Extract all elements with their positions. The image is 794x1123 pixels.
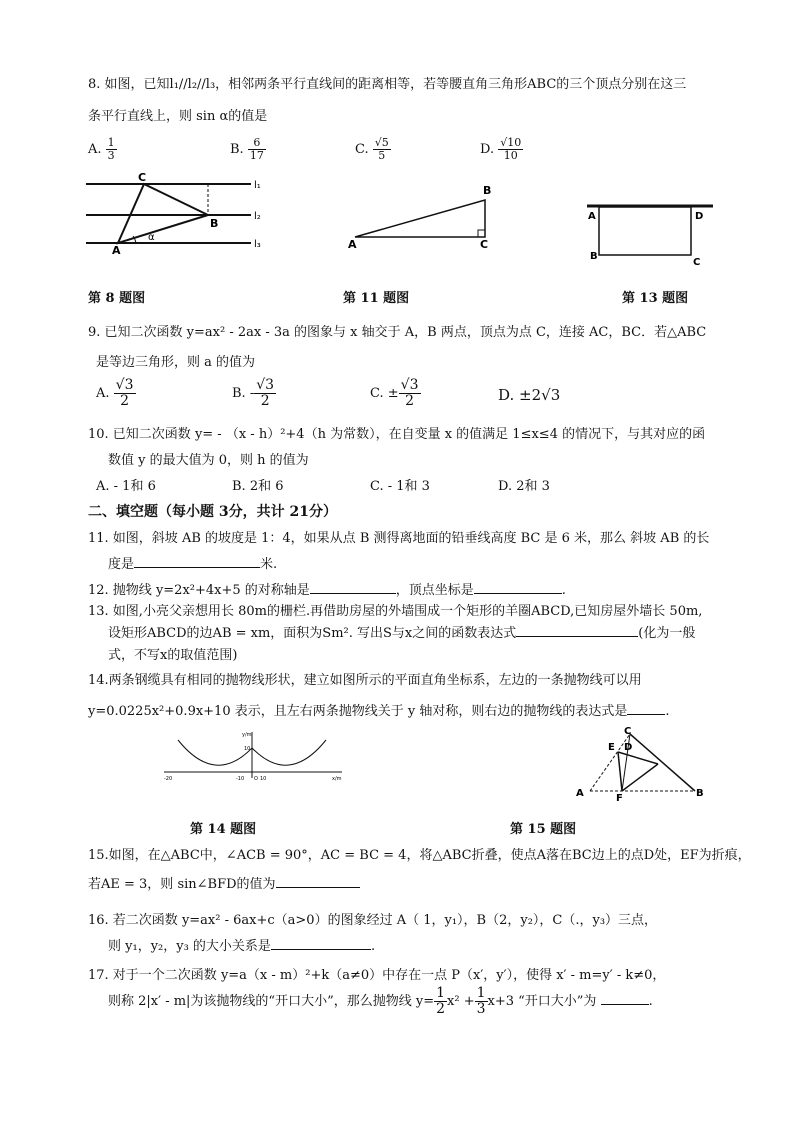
- fig8-label-l3: l₃: [254, 239, 261, 250]
- fig8-label-c: C: [138, 171, 147, 184]
- q12-axis-blank[interactable]: [310, 581, 396, 594]
- fig8-label-a: A: [112, 244, 121, 255]
- fig14-label-h: 10: [244, 746, 251, 752]
- fig14-label-x: x/m: [332, 776, 342, 782]
- q13-answer-blank[interactable]: [516, 624, 638, 637]
- fig8-label-alpha: α: [148, 232, 155, 243]
- q14-line1: 14.两条钢缆具有相同的抛物线形状，建立如图所示的平面直角坐标系，左边的一条抛物线可以用: [88, 673, 642, 688]
- fig14-label-tick1: -10: [236, 776, 245, 782]
- figure-11: [345, 182, 495, 250]
- figure-15: [570, 726, 710, 801]
- q9-option-a: A. $\frac{√3}{2}$: [96, 377, 134, 409]
- figure-13: [585, 198, 715, 268]
- fig15-caption: 第 15 题图: [510, 822, 577, 837]
- fig11-label-c: C: [480, 238, 489, 250]
- fig15-label-b: B: [696, 788, 704, 799]
- figure-14: [160, 728, 350, 790]
- fig8-label-l2: l₂: [254, 211, 261, 222]
- q11-line2: 度是 米.: [108, 557, 278, 572]
- fig15-label-e: E: [608, 742, 615, 753]
- fig15-label-f: F: [616, 793, 623, 801]
- fig13-label-b: B: [590, 251, 598, 262]
- fig15-label-d: D: [624, 742, 633, 753]
- fig13-label-d: D: [695, 211, 704, 222]
- figure-8: [86, 170, 276, 255]
- q14-line2: y=0.0225x²+0.9x+10 表示，且左右两条抛物线关于 y 轴对称，则右边的抛物线的表达式是 .: [88, 704, 670, 719]
- q8-line1: 8. 如图，已知l₁//l₂//l₃，相邻两条平行直线间的距离相等，若等腰直角三角形ABC的三个顶点分别在这三: [88, 77, 687, 92]
- q12-line: 12. 抛物线 y=2x²+4x+5 的对称轴是 ，顶点坐标是 .: [88, 583, 566, 598]
- q13-line3: 式，不写x的取值范围): [108, 648, 238, 663]
- q17-line1: 17. 对于一个二次函数 y=a（x - m）²+k（a≠0）中存在一点 P（x′，y′），使得 x′ - m=y′ - k≠0，: [88, 968, 666, 983]
- q17-line2: 则称 2|x′ - m|为该抛物线的“开口大小”，那么抛物线 y= $\frac{1}{2}$ x² + $\frac{1}{3}$ x+3 “开口大小”为 .: [108, 985, 653, 1017]
- fig14-label-tick2: 10: [260, 776, 267, 782]
- q8-option-a: A. $\frac{1}{3}$: [88, 136, 115, 162]
- q14-answer-blank[interactable]: [627, 702, 665, 715]
- q10-option-d: D. 2和 3: [498, 479, 550, 494]
- section-title: 二、填空题（每小题 3分，共计 21分）: [88, 504, 337, 520]
- fig11-caption: 第 11 题图: [343, 291, 410, 306]
- q9-option-c: C. ± $\frac{√3}{2}$: [370, 377, 419, 409]
- q15-line1: 15.如图，在△ABC中，∠ACB = 90°，AC = BC = 4，将△ABC折叠，使点A落在BC边上的点D处，EF为折痕，: [88, 848, 751, 863]
- fig11-label-a: A: [348, 238, 357, 250]
- q9-line1: 9. 已知二次函数 y=ax² - 2ax - 3a 的图象与 x 轴交于 A，B 两点，顶点为点 C，连接 AC，BC．若△ABC: [88, 325, 707, 340]
- fig13-caption: 第 13 题图: [622, 291, 689, 306]
- q8-option-d: D. $\frac{√10}{10}$: [480, 136, 522, 162]
- fig14-label-y: y/m: [242, 732, 252, 738]
- fig8-caption: 第 8 题图: [88, 291, 146, 306]
- fig13-label-a: A: [588, 211, 596, 222]
- q8-option-c: C. $\frac{√5}{5}$: [355, 136, 389, 162]
- q12-vertex-blank[interactable]: [474, 581, 562, 594]
- q10-line2: 数值 y 的最大值为 0，则 h 的值为: [108, 453, 309, 468]
- q10-option-b: B. 2和 6: [232, 479, 284, 494]
- fig15-label-c: C: [624, 726, 632, 737]
- q10-option-c: C. - 1和 3: [370, 479, 430, 494]
- q10-line1: 10. 已知二次函数 y= - （x - h）²+4（h 为常数），在自变量 x 的值满足 1≤x≤4 的情况下，与其对应的函: [88, 427, 706, 442]
- fig13-label-c: C: [693, 257, 701, 268]
- q15-answer-blank[interactable]: [276, 875, 360, 888]
- q10-option-a: A. - 1和 6: [96, 479, 156, 494]
- fig11-label-b: B: [483, 184, 492, 197]
- q13-line2: 设矩形ABCD的边AB = xm，面积为Sm². 写出S与x之间的函数表达式 (化为一般: [108, 626, 696, 641]
- q16-line1: 16. 若二次函数 y=ax² - 6ax+c（a>0）的图象经过 A（ 1，y₁），B（2，y₂），C（.，y₃）三点，: [88, 913, 658, 928]
- q16-answer-blank[interactable]: [271, 937, 371, 950]
- q8-option-b: B. $\frac{6}{17}$: [230, 136, 264, 162]
- q9-line2: 是等边三角形，则 a 的值为: [96, 355, 256, 370]
- q13-line1: 13. 如图,小亮父亲想用长 80m的栅栏.再借助房屋的外墙围成一个矩形的羊圈ABCD,已知房屋外墙长 50m,: [88, 604, 703, 619]
- q11-answer-blank[interactable]: [134, 555, 260, 568]
- fig14-label-left: -20: [164, 776, 173, 782]
- fig8-label-b: B: [210, 217, 219, 230]
- q9-option-d: D. ±2√3: [498, 386, 561, 404]
- fig14-label-o: O: [254, 776, 258, 782]
- q17-answer-blank[interactable]: [601, 992, 649, 1005]
- fig8-label-l1: l₁: [254, 180, 261, 191]
- q16-line2: 则 y₁，y₂，y₃ 的大小关系是 .: [108, 939, 376, 954]
- q11-line1: 11. 如图，斜坡 AB 的坡度是 1：4，如果从点 B 测得离地面的铅垂线高度 BC 是 6 米，那么 斜坡 AB 的长: [88, 531, 710, 546]
- fig15-label-a: A: [576, 788, 584, 799]
- q8-line2: 条平行直线上，则 sin α的值是: [88, 109, 268, 124]
- fig14-caption: 第 14 题图: [190, 822, 257, 837]
- q9-option-b: B. - $\frac{√3}{2}$: [232, 377, 275, 409]
- q15-line2: 若AE = 3，则 sin∠BFD的值为: [88, 873, 360, 892]
